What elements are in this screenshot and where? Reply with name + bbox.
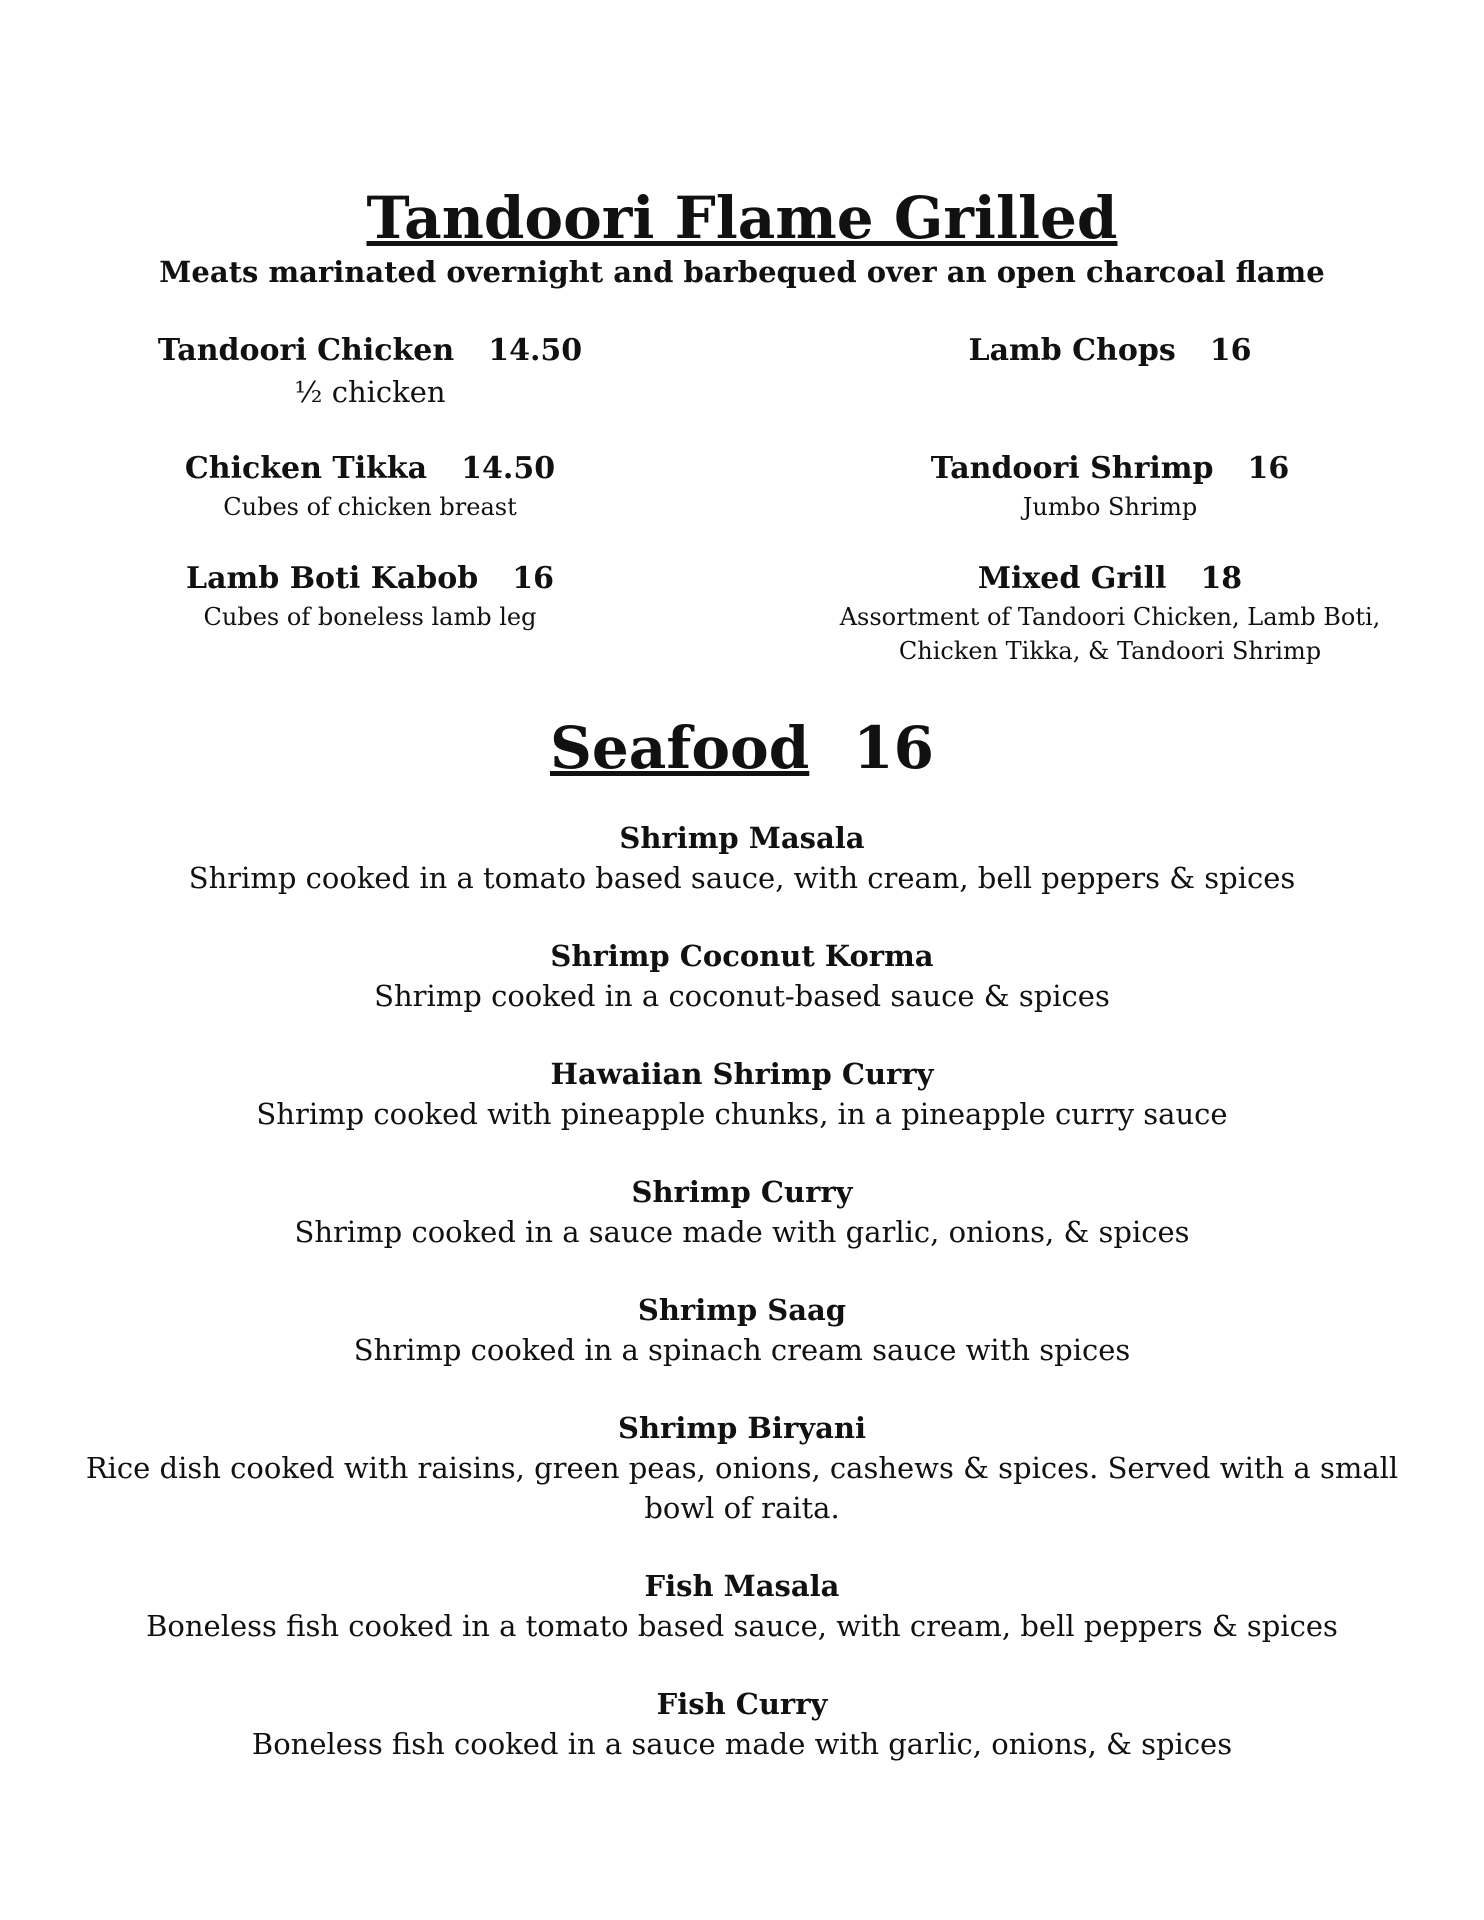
item-name: Shrimp Curry xyxy=(631,1175,853,1209)
item-description: Assortment of Tandoori Chicken, Lamb Boti, xyxy=(839,603,1381,631)
item-name: Fish Curry xyxy=(656,1687,828,1721)
item-price: 16 xyxy=(1247,451,1290,486)
item-name: Mixed Grill xyxy=(977,561,1167,596)
menu-item-hawaiian-shrimp-curry xyxy=(50,1054,1434,1134)
item-name: Tandoori Chicken xyxy=(157,333,455,368)
item-description: Jumbo Shrimp xyxy=(1022,493,1198,521)
menu-item-tandoori-chicken xyxy=(100,330,640,412)
menu-item-shrimp-coconut-korma xyxy=(50,936,1434,1016)
item-name: Hawaiian Shrimp Curry xyxy=(550,1057,934,1091)
item-description: Shrimp cooked with pineapple chunks, in a pineapple curry sauce xyxy=(256,1097,1228,1131)
menu-item-chicken-tikka xyxy=(100,448,640,524)
menu-item-lamb-chops xyxy=(790,330,1430,372)
item-description: Shrimp cooked in a spinach cream sauce with spices xyxy=(353,1333,1131,1367)
item-description: Shrimp cooked in a sauce made with garlic, onions, & spices xyxy=(294,1215,1190,1249)
menu-item-fish-masala xyxy=(50,1566,1434,1646)
menu-item-fish-curry xyxy=(50,1684,1434,1764)
item-price: 14.50 xyxy=(461,451,556,486)
item-name: Lamb Boti Kabob xyxy=(186,561,479,596)
item-price: 16 xyxy=(512,561,554,596)
item-name: Chicken Tikka xyxy=(184,451,428,486)
seafood-price: 16 xyxy=(853,714,934,782)
item-description: ½ chicken xyxy=(294,375,446,409)
item-name: Fish Masala xyxy=(644,1569,840,1603)
item-price: 16 xyxy=(1209,333,1252,368)
menu-item-shrimp-curry xyxy=(50,1172,1434,1252)
seafood-title: Seafood xyxy=(550,714,810,782)
item-name: Shrimp Saag xyxy=(637,1293,847,1327)
item-name: Tandoori Shrimp xyxy=(930,451,1214,486)
item-description: Boneless fish cooked in a tomato based sauce, with cream, bell peppers & spices xyxy=(146,1609,1338,1643)
item-price: 18 xyxy=(1200,561,1243,596)
item-description: Cubes of chicken breast xyxy=(223,493,517,521)
item-name: Shrimp Biryani xyxy=(618,1411,866,1445)
item-description: Shrimp cooked in a coconut-based sauce & spices xyxy=(374,979,1110,1013)
section-title-tandoori: Tandoori Flame Grilled xyxy=(366,184,1118,252)
item-name: Shrimp Masala xyxy=(619,821,865,855)
item-description: Cubes of boneless lamb leg xyxy=(203,603,537,631)
item-description: Chicken Tikka, & Tandoori Shrimp xyxy=(898,637,1322,665)
section-subtitle-tandoori: Meats marinated overnight and barbequed over an open charcoal flame xyxy=(159,255,1325,289)
item-name: Lamb Chops xyxy=(968,333,1176,368)
menu-item-shrimp-biryani xyxy=(50,1408,1434,1528)
item-name: Shrimp Coconut Korma xyxy=(550,939,934,973)
section-title-seafood xyxy=(0,710,1484,786)
menu-item-tandoori-shrimp xyxy=(790,448,1430,524)
item-description: bowl of raita. xyxy=(644,1491,840,1525)
menu-item-shrimp-masala xyxy=(50,818,1434,898)
menu-item-mixed-grill xyxy=(790,558,1430,668)
item-price: 14.50 xyxy=(488,333,583,368)
item-description: Boneless fish cooked in a sauce made with garlic, onions, & spices xyxy=(251,1727,1233,1761)
menu-item-shrimp-saag xyxy=(50,1290,1434,1370)
menu-item-lamb-boti-kabob xyxy=(100,558,640,634)
item-description: Rice dish cooked with raisins, green peas, onions, cashews & spices. Served with a small xyxy=(85,1451,1399,1485)
item-description: Shrimp cooked in a tomato based sauce, with cream, bell peppers & spices xyxy=(188,861,1296,895)
